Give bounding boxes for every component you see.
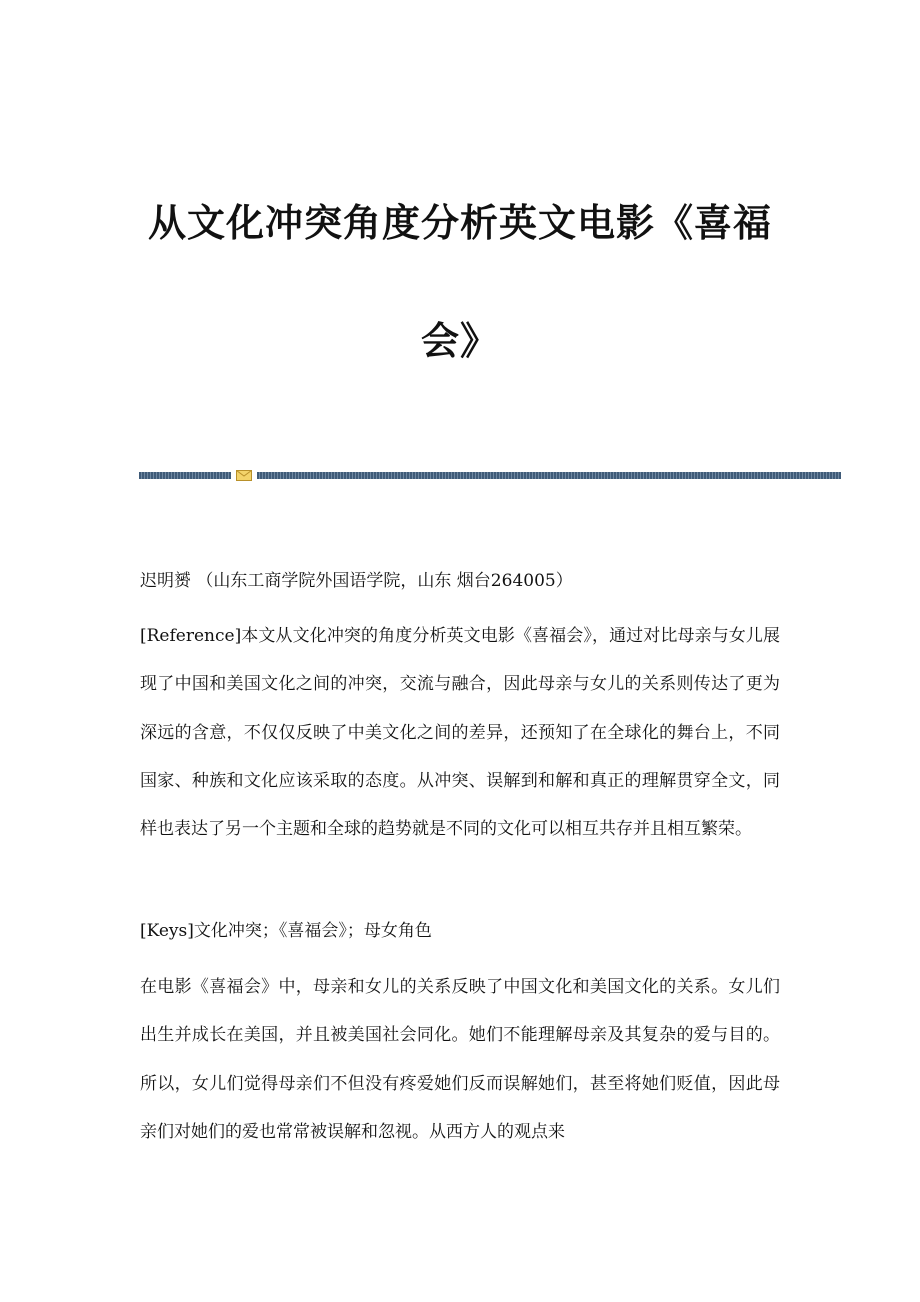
document-title-line-1: 从文化冲突角度分析英文电影《喜福	[147, 200, 772, 245]
abstract-label: [Reference]	[140, 626, 242, 646]
keywords-text: 文化冲突；《喜福会》；母女角色	[193, 921, 432, 941]
divider-bar-left	[139, 472, 231, 479]
envelope-icon	[236, 469, 252, 481]
keywords-paragraph	[140, 907, 780, 955]
abstract-text: 本文从文化冲突的角度分析英文电影《喜福会》，通过对比母亲与女儿展现了中国和美国文化之间的冲突，交流与融合，因此母亲与女儿的关系则传达了更为深远的含意，不仅仅反映了中美文化之间的差异，还预知了在全球化的舞台上，不同国家、种族和文化应该采取的态度。从冲突、误解到和解和真正的理解贯穿全文，同样也表达了另一个主题和全球的趋势就是不同的文化可以相互共存并且相互繁荣。	[140, 626, 780, 840]
divider-bar-right	[257, 472, 841, 479]
document-title-line-2: 会》	[420, 318, 499, 363]
abstract-paragraph	[140, 612, 780, 853]
keywords-label: [Keys]	[140, 921, 194, 941]
author-affiliation: 迟明赟 （山东工商学院外国语学院，山东 烟台264005）	[140, 571, 573, 591]
body-paragraph: 在电影《喜福会》中，母亲和女儿的关系反映了中国文化和美国文化的关系。女儿们出生并成长在美国，并且被美国社会同化。她们不能理解母亲及其复杂的爱与目的。所以，女儿们觉得母亲们不但没有疼爱她们反而误解她们，甚至将她们贬值，因此母亲们对她们的爱也常常被误解和忽视。从西方人的观点来	[140, 977, 780, 1142]
title-divider	[139, 469, 841, 481]
